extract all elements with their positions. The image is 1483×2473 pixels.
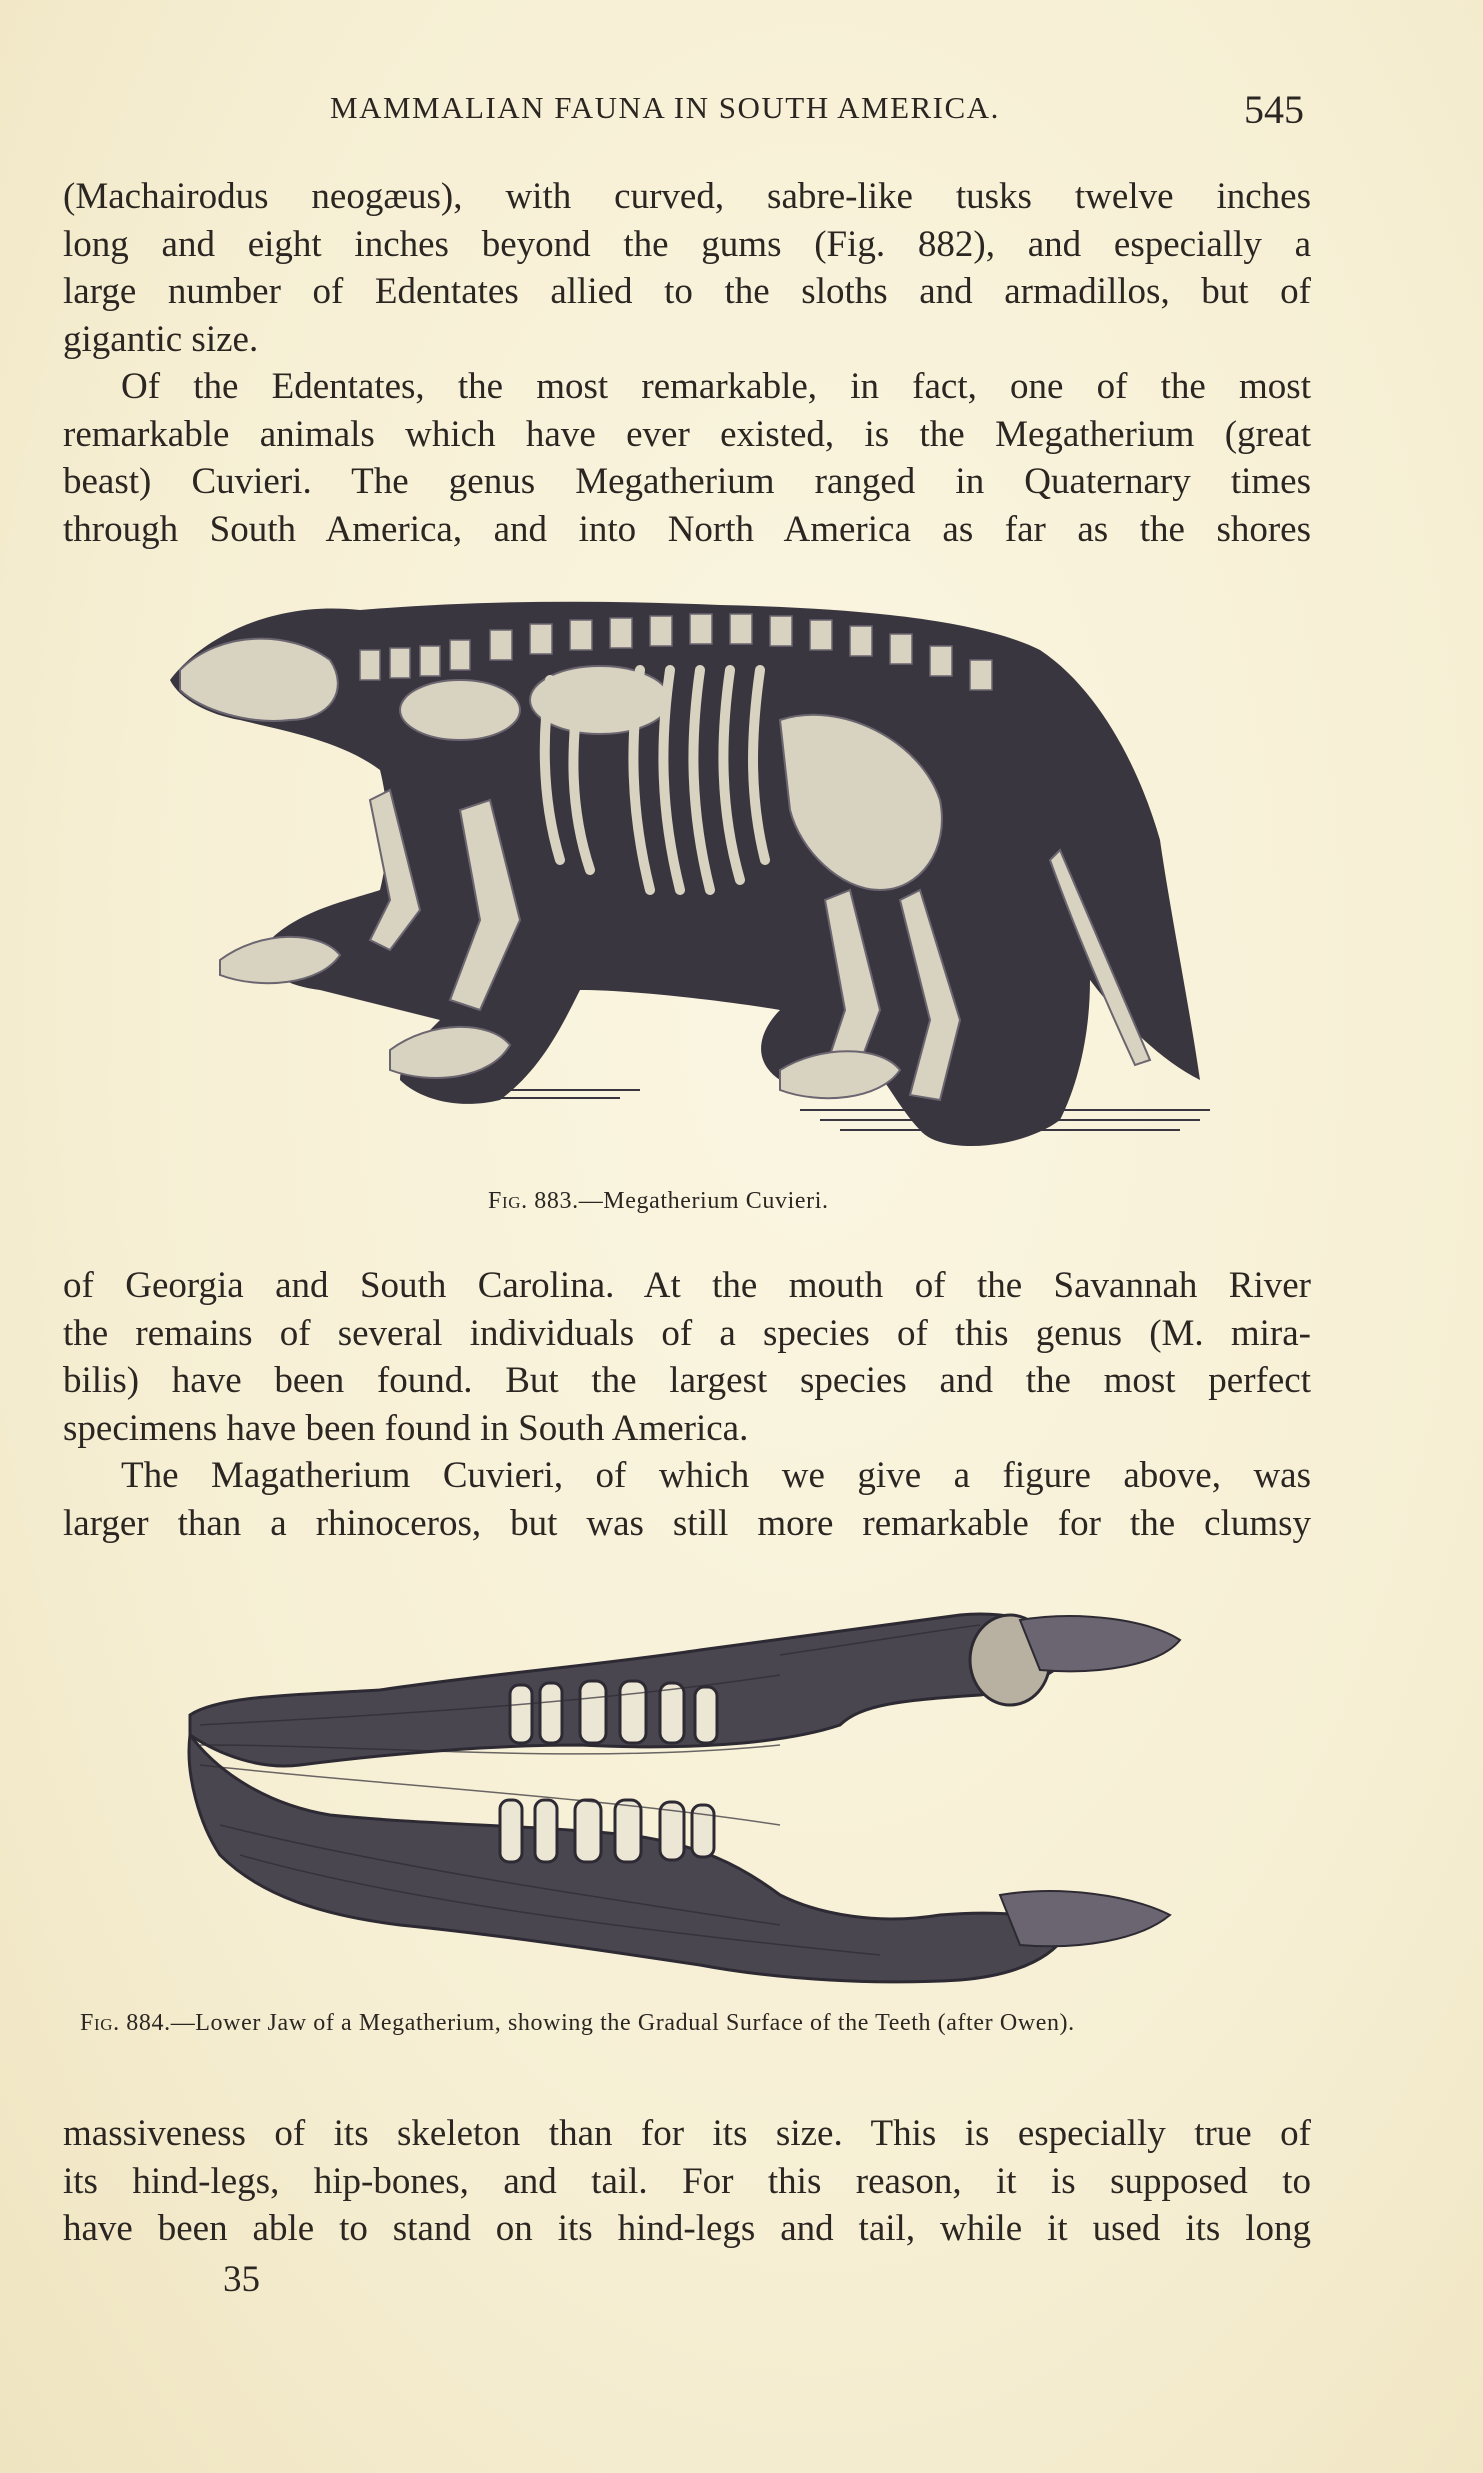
figure-883-megatherium-skeleton (160, 590, 1220, 1214)
page-header (0, 82, 1483, 142)
text-line: larger than a rhinoceros, but was still more remarkable for the clumsy (63, 1502, 1311, 1544)
text-block-top (63, 173, 1311, 553)
megatherium-skeleton-image (160, 590, 1220, 1180)
text-line: (Machairodus neogæus), with curved, sabre-like tusks twelve inches (63, 176, 1311, 217)
page-number: 545 (1244, 87, 1304, 132)
text-line: its hind-legs, hip-bones, and tail. For this reason, it is supposed to (63, 2160, 1311, 2202)
caption-text: 883.—Megatherium Cuvieri. (534, 1188, 829, 1214)
figure-884-lower-jaw (80, 1595, 1200, 2036)
text-line: gigantic size. (63, 318, 259, 360)
text-line: beast) Cuvieri. The genus Megatherium ranged in Quaternary times (63, 461, 1311, 502)
figure-883-caption (488, 1188, 829, 1215)
text-line: through South America, and into North America as far as the shores (63, 508, 1311, 550)
text-line: massiveness of its skeleton than for its size. This is especially true of (63, 2113, 1311, 2154)
caption-text: 884.—Lower Jaw of a Megatherium, showing the Gradual Surface of the Teeth (after Owen). (126, 2010, 1075, 2036)
text-line: long and eight inches beyond the gums (Fig. 882), and especially a (63, 223, 1311, 265)
figure-884-caption (80, 2010, 1075, 2037)
text-line: specimens have been found in South America. (63, 1407, 749, 1449)
running-title: MAMMALIAN FAUNA IN SOUTH AMERICA. (330, 90, 1000, 125)
caption-fig-label: Fig. (488, 1188, 528, 1214)
megatherium-jaw-image (180, 1595, 1200, 2005)
caption-fig-label: Fig. (80, 2010, 120, 2036)
text-line: remarkable animals which have ever existed, is the Megatherium (great (63, 413, 1311, 455)
text-line: large number of Edentates allied to the sloths and armadillos, but of (63, 271, 1311, 312)
text-line: of Georgia and South Carolina. At the mouth of the Savannah River (63, 1265, 1311, 1306)
text-block-middle (63, 1262, 1311, 1547)
text-line: the remains of several individuals of a species of this genus (M. mira- (63, 1312, 1311, 1354)
text-line: bilis) have been found. But the largest species and the most perfect (63, 1360, 1311, 1401)
text-line: The Magatherium Cuvieri, of which we give a figure above, was (121, 1455, 1311, 1496)
signature-mark: 35 (223, 2259, 260, 2300)
text-block-bottom (63, 2110, 1311, 2253)
text-line: Of the Edentates, the most remarkable, in fact, one of the most (121, 366, 1311, 407)
text-line: have been able to stand on its hind-legs and tail, while it used its long (63, 2208, 1311, 2249)
